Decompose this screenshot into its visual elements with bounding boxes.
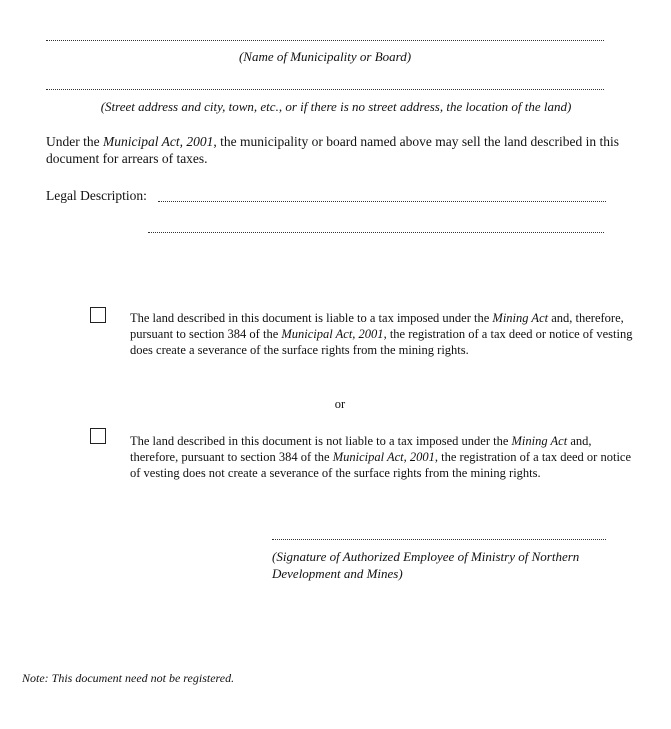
- option-not-liable-mining-act: Mining Act: [511, 434, 568, 448]
- footer-note: Note: This document need not be registered.: [22, 671, 235, 685]
- legal-description-label: Legal Description:: [46, 188, 147, 203]
- signature-line[interactable]: [272, 539, 606, 540]
- option-liable-text: [130, 310, 640, 358]
- option-liable-municipal-act: Municipal Act, 2001: [281, 327, 384, 341]
- or-separator: or: [334, 397, 346, 411]
- option-liable-checkbox[interactable]: [90, 307, 106, 323]
- option-not-liable-text-1: The land described in this document is not liable to a tax imposed under the: [130, 434, 512, 448]
- intro-paragraph: [46, 133, 636, 167]
- option-not-liable-checkbox[interactable]: [90, 428, 106, 444]
- municipality-caption: (Name of Municipality or Board): [238, 49, 412, 64]
- signature-caption: (Signature of Authorized Employee of Ministry of Northern Development and Mines): [272, 549, 580, 581]
- option-liable-text-1: The land described in this document is liable to a tax imposed under the: [130, 311, 493, 325]
- option-not-liable-text: [130, 433, 640, 481]
- option-not-liable-text-2: and, therefore, pursuant to section 384 of the: [130, 434, 592, 464]
- municipality-name-line[interactable]: [46, 40, 604, 41]
- street-address-caption: (Street address and city, town, etc., or if there is no street address, the location of the land): [100, 99, 572, 114]
- option-liable-text-3: , the registration of a tax deed or notice of vesting does create a severance of the surface rights from the mining rights.: [130, 327, 633, 357]
- intro-text-2: , the municipality or board named above may sell the land described in this document for arrears of taxes.: [46, 134, 619, 166]
- option-not-liable-municipal-act: Municipal Act, 2001: [332, 450, 435, 464]
- legal-description-line-2[interactable]: [148, 232, 604, 233]
- legal-description-line-1[interactable]: [158, 201, 606, 202]
- intro-act-title: Municipal Act, 2001: [102, 134, 214, 149]
- street-address-line[interactable]: [46, 89, 604, 90]
- option-liable-mining-act: Mining Act: [492, 311, 549, 325]
- option-liable-text-2: and, therefore, pursuant to section 384 of the: [130, 311, 624, 341]
- option-not-liable-text-3: , the registration of a tax deed or notice of vesting does not create a severance of the surface rights from the mining rights.: [130, 450, 632, 480]
- intro-text-1: Under the: [46, 134, 103, 149]
